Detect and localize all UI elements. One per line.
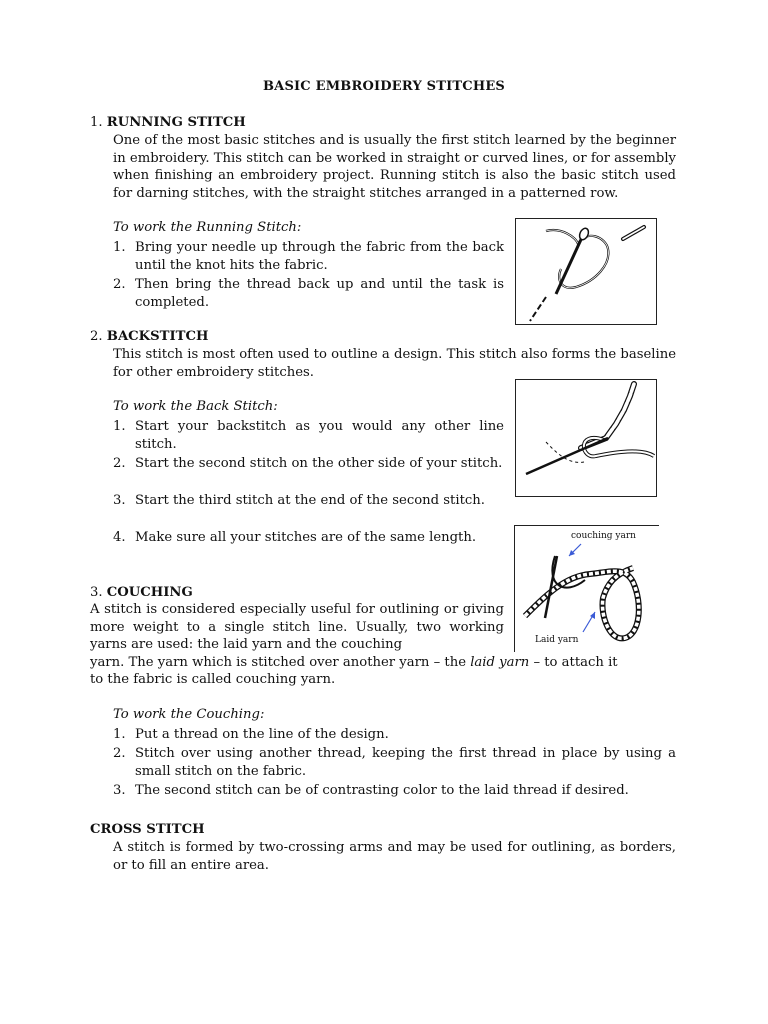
section-heading: COUCHING <box>106 585 193 600</box>
running-stitch-paragraph: One of the most basic stitches and is usually the first stitch learned by the beginner in embroidery. This stitch can be worked in straight or curved lines, or for assembly when finishing an embroidery project. Running stitch is also the basic stitch used for darning stitches, with the straight stitches arranged in a patterned row. <box>113 133 676 201</box>
page-title: BASIC EMBROIDERY STITCHES <box>262 79 506 94</box>
section-number: 2. <box>90 329 103 344</box>
section-cross-stitch-heading <box>90 821 690 839</box>
backstitch-instruction-label: To work the Back Stitch: <box>113 399 278 414</box>
running-stitch-instruction-label: To work the Running Stitch: <box>113 220 302 235</box>
backstitch-paragraph: This stitch is most often used to outline a design. This stitch also forms the baseline for other embroidery stitches. <box>113 347 676 380</box>
section-number: 1. <box>90 115 103 130</box>
cross-stitch-paragraph: A stitch is formed by two-crossing arms and may be used for outlining, as borders, or to fill an entire area. <box>113 840 676 873</box>
section-heading: RUNNING STITCH <box>106 115 246 130</box>
couching-paragraph-a: A stitch is considered especially useful for outlining or giving more weight to a single stitch line. Usually, two working yarns are used: the laid yarn and the couching <box>90 602 504 652</box>
section-running-stitch-heading <box>90 114 690 132</box>
section-heading: BACKSTITCH <box>106 329 209 344</box>
backstitch-figure <box>515 379 657 497</box>
couching-paragraph-b: yarn. The yarn which is stitched over another yarn – the laid yarn – to attach it <box>90 655 618 670</box>
couching-figure <box>514 525 659 652</box>
laid-yarn-label: Laid yarn <box>535 635 579 645</box>
section-heading: CROSS STITCH <box>90 822 205 837</box>
section-backstitch-heading <box>90 328 690 346</box>
couching-yarn-label: couching yarn <box>571 531 636 541</box>
couching-paragraph-c: to the fabric is called couching yarn. <box>90 672 336 687</box>
running-stitch-figure <box>515 218 657 325</box>
couching-instruction-label: To work the Couching: <box>113 707 265 722</box>
section-number: 3. <box>90 585 103 600</box>
